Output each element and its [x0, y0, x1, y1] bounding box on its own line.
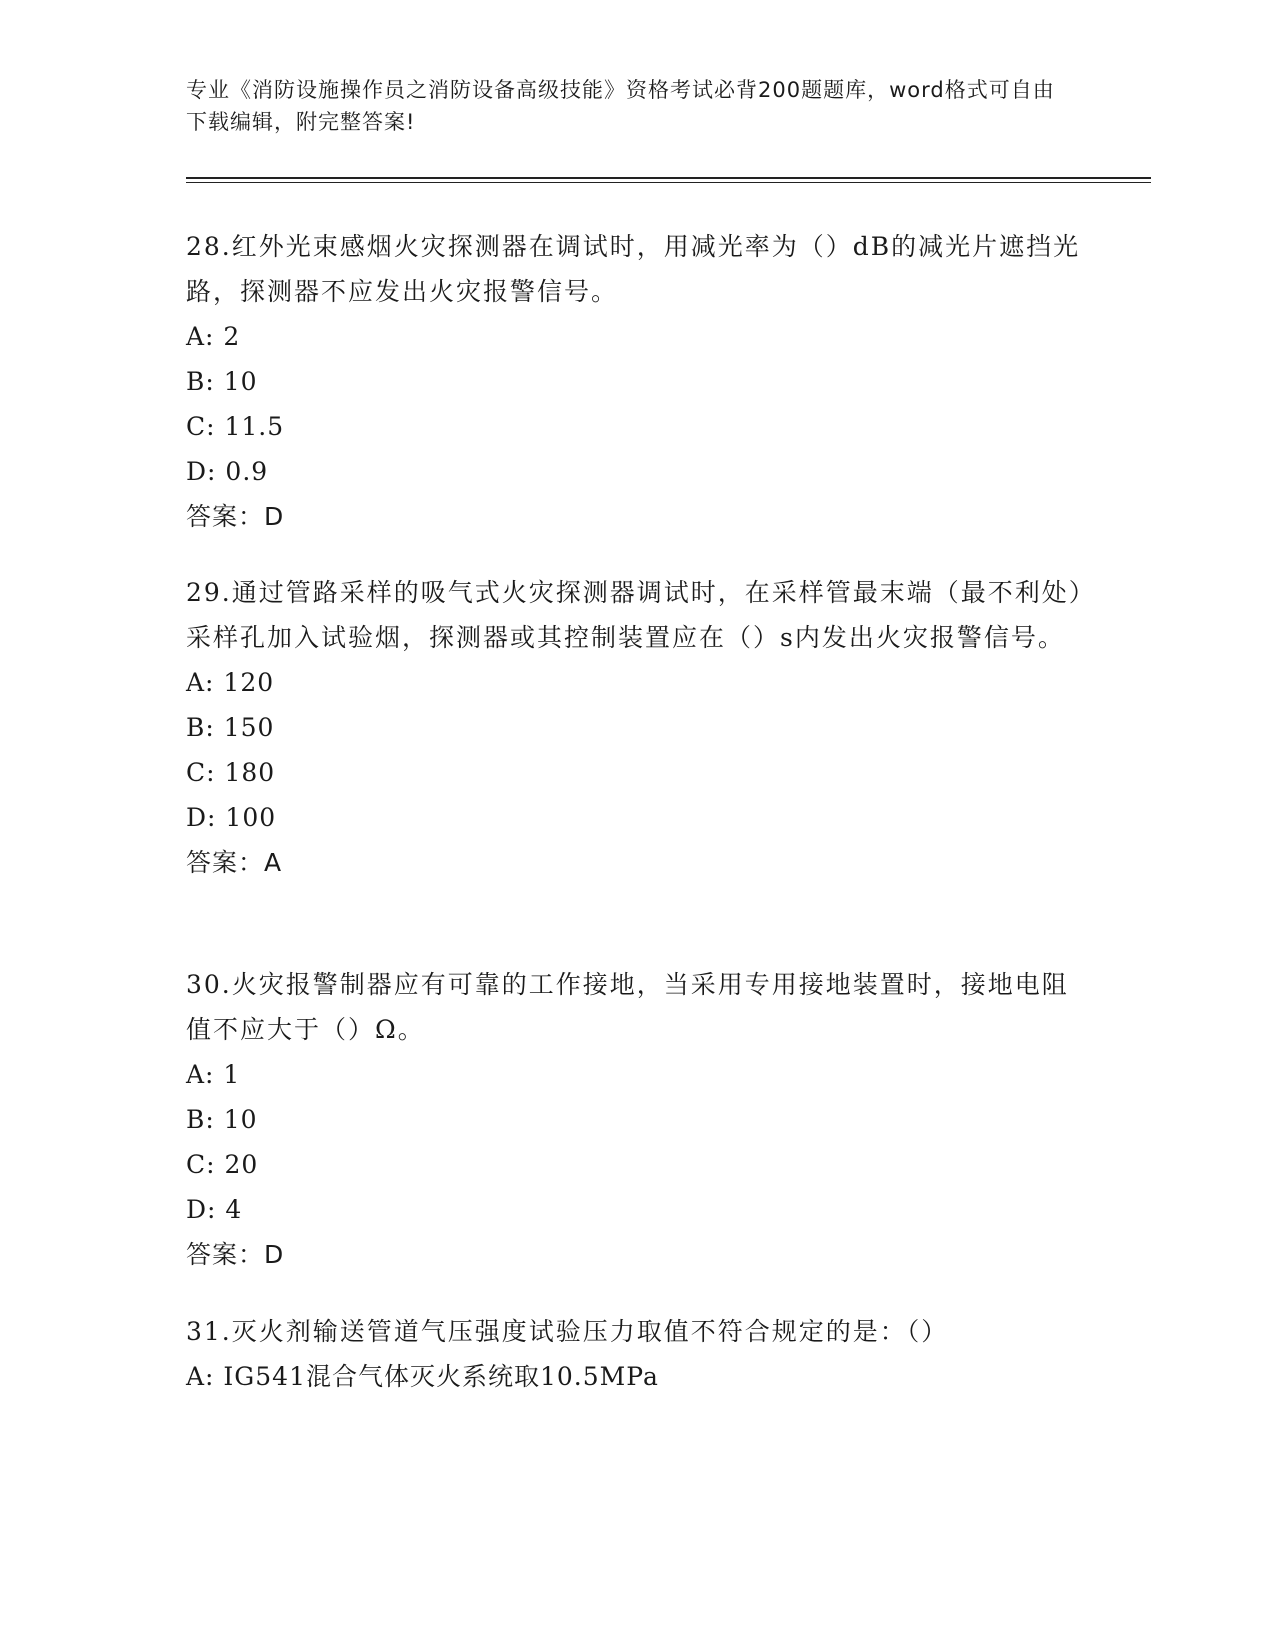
option-b: B: 10: [186, 367, 258, 396]
option-a: A: 1: [186, 1060, 241, 1089]
question-stem: 30.火灾报警制器应有可靠的工作接地，当采用专用接地装置时，接地电阻值不应大于（）Ω。: [186, 970, 1069, 1044]
question-stem: 28.红外光束感烟火灾探测器在调试时，用减光率为（）dB的减光片遮挡光路，探测器不应发出火灾报警信号。: [186, 232, 1081, 306]
option-b: B: 150: [186, 713, 275, 742]
answer-line: 答案：D: [186, 502, 285, 531]
option-b: B: 10: [186, 1105, 258, 1134]
header-divider-thick: [186, 177, 1151, 179]
question-28: [186, 224, 1086, 539]
answer-line: 答案：D: [186, 1240, 285, 1269]
option-a: A: 2: [186, 322, 241, 351]
header-divider-thin: [186, 182, 1151, 183]
question-30: [186, 962, 1086, 1277]
answer-line: 答案：A: [186, 848, 283, 877]
question-31: [186, 1309, 1086, 1399]
option-c: C: 11.5: [186, 412, 285, 441]
option-c: C: 20: [186, 1150, 259, 1179]
question-stem: 29.通过管路采样的吸气式火灾探测器调试时，在采样管最末端（最不利处）采样孔加入试验烟，探测器或其控制装置应在（）s内发出火灾报警信号。: [186, 578, 1084, 652]
option-d: D: 4: [186, 1195, 243, 1224]
option-a: A: IG541混合气体灭火系统取10.5MPa: [186, 1362, 659, 1391]
question-29: [186, 570, 1086, 885]
option-a: A: 120: [186, 668, 275, 697]
document-header: 专业《消防设施操作员之消防设备高级技能》资格考试必背200题题库，word格式可自由下载编辑，附完整答案!: [186, 78, 1055, 134]
option-d: D: 0.9: [186, 457, 269, 486]
option-c: C: 180: [186, 758, 276, 787]
question-stem: 31.灭火剂输送管道气压强度试验压力取值不符合规定的是：（）: [186, 1317, 949, 1346]
option-d: D: 100: [186, 803, 277, 832]
